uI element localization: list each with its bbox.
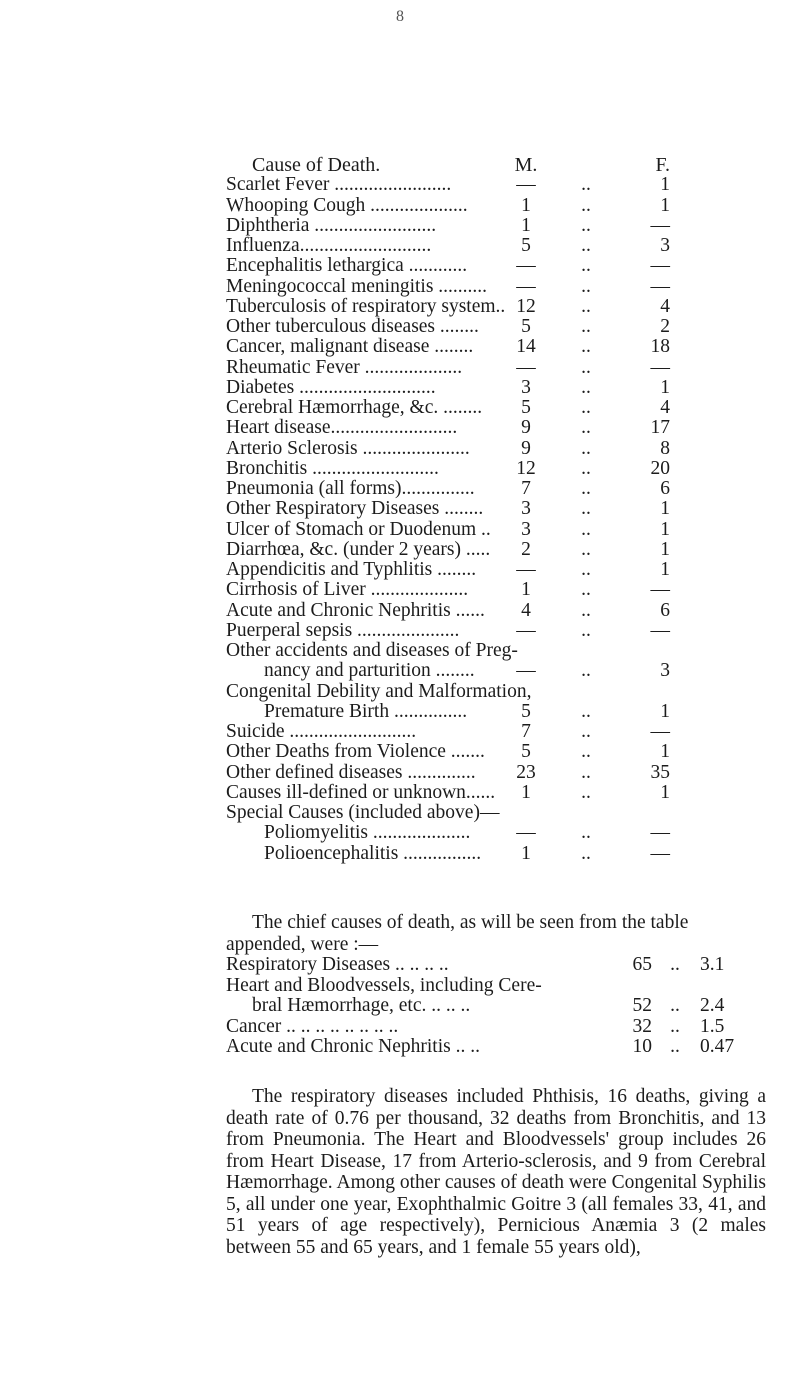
male-count-cell: 5	[521, 700, 531, 722]
female-count-cell: 4	[660, 397, 670, 418]
summary-row	[0, 976, 800, 997]
cause-cell: Other Deaths from Violence .......	[226, 741, 485, 763]
male-count-cell: —	[516, 174, 536, 196]
column-separator: ..	[581, 417, 591, 439]
summary-deaths-cell: 65	[632, 954, 652, 975]
male-count-cell: 12	[516, 457, 536, 479]
female-count-cell: 20	[650, 457, 670, 479]
column-separator: ..	[581, 275, 591, 297]
header-cause: Cause of Death.	[252, 154, 381, 176]
column-separator: ..	[581, 721, 591, 742]
table-row	[0, 358, 800, 378]
summary-row	[0, 1037, 800, 1058]
female-count-cell: 8	[660, 437, 670, 459]
cause-cell: Heart disease..........................	[226, 417, 458, 439]
cause-cell: Acute and Chronic Nephritis ......	[226, 599, 485, 621]
table-row	[0, 196, 800, 216]
column-separator: ..	[581, 316, 591, 337]
column-separator: ..	[581, 437, 591, 459]
male-count-cell: 5	[521, 235, 531, 256]
summary-row	[0, 955, 800, 976]
male-count-cell: 1	[521, 214, 531, 236]
cause-cell: Whooping Cough ....................	[226, 194, 468, 216]
cause-cell: Other accidents and diseases of Preg-	[226, 640, 518, 661]
summary-deaths-cell: 52	[632, 995, 652, 1016]
female-count-cell: 1	[660, 376, 670, 398]
column-separator: ..	[581, 457, 591, 479]
column-separator: ..	[581, 660, 591, 682]
male-count-cell: 1	[521, 781, 531, 803]
column-separator: ..	[581, 194, 591, 216]
cause-cell: Influenza...........................	[226, 235, 432, 256]
intro-line-1: The chief causes of death, as will be seen from the table	[252, 912, 689, 933]
cause-cell: Diabetes ............................	[226, 376, 436, 398]
female-count-cell: 2	[660, 316, 670, 337]
summary-row	[0, 996, 800, 1017]
table-row	[0, 560, 800, 580]
column-separator: ..	[581, 174, 591, 196]
column-separator: ..	[581, 295, 591, 317]
male-count-cell: —	[516, 356, 536, 378]
table-row	[0, 742, 800, 762]
column-separator: ..	[581, 781, 591, 803]
female-count-cell: 1	[660, 700, 670, 722]
column-separator: ..	[670, 1036, 680, 1057]
column-separator: ..	[670, 1015, 680, 1037]
female-count-cell: 1	[660, 518, 670, 540]
cause-cell: Appendicitis and Typhlitis ........	[226, 559, 477, 580]
male-count-cell: 2	[521, 538, 531, 560]
column-separator: ..	[581, 356, 591, 378]
female-count-cell: —	[650, 356, 670, 378]
male-count-cell: —	[516, 660, 536, 682]
female-count-cell: 1	[660, 498, 670, 520]
summary-rate-cell: 1.5	[700, 1015, 725, 1037]
female-count-cell: —	[650, 721, 670, 742]
female-count-cell: 4	[660, 295, 670, 317]
summary-cause-cell: Respiratory Diseases .. .. .. ..	[226, 954, 449, 975]
column-separator: ..	[581, 214, 591, 236]
table-row	[0, 601, 800, 621]
cause-cell: nancy and parturition ........	[264, 660, 475, 682]
table-row	[0, 499, 800, 519]
male-count-cell: 1	[521, 194, 531, 216]
summary-cause-cell: Heart and Bloodvessels, including Cere-	[226, 974, 542, 996]
male-count-cell: 5	[521, 316, 531, 337]
intro-text	[226, 912, 689, 956]
column-separator: ..	[581, 498, 591, 520]
summary-table	[0, 955, 800, 1058]
table-row	[0, 175, 800, 195]
cause-cell: Tuberculosis of respiratory system..	[226, 295, 506, 317]
column-separator: ..	[581, 478, 591, 499]
column-separator: ..	[581, 336, 591, 358]
table-row	[0, 418, 800, 438]
female-count-cell: 1	[660, 174, 670, 196]
column-separator: ..	[670, 995, 680, 1016]
male-count-cell: —	[516, 619, 536, 641]
male-count-cell: —	[516, 255, 536, 277]
male-count-cell: 9	[521, 437, 531, 459]
cause-cell: Arterio Sclerosis ......................	[226, 437, 470, 459]
female-count-cell: —	[650, 579, 670, 601]
cause-cell: Diphtheria .........................	[226, 214, 437, 236]
cause-cell: Polioencephalitis ................	[264, 842, 482, 864]
cause-cell: Cirrhosis of Liver ....................	[226, 579, 469, 601]
male-count-cell: —	[516, 822, 536, 844]
male-count-cell: 14	[516, 336, 536, 358]
female-count-cell: —	[650, 842, 670, 864]
cause-cell: Bronchitis ..........................	[226, 457, 439, 479]
cause-cell: Ulcer of Stomach or Duodenum ..	[226, 518, 491, 540]
female-count-cell: 35	[650, 761, 670, 783]
male-count-cell: 7	[521, 478, 531, 499]
table-row	[0, 479, 800, 499]
table-row	[0, 540, 800, 560]
table-row	[0, 763, 800, 783]
cause-cell: Diarrhœa, &c. (under 2 years) .....	[226, 538, 491, 560]
male-count-cell: 3	[521, 518, 531, 540]
male-count-cell: 3	[521, 376, 531, 398]
cause-cell: Poliomyelitis ....................	[264, 822, 471, 844]
column-separator: ..	[581, 842, 591, 864]
summary-rate-cell: 2.4	[700, 995, 725, 1016]
summary-deaths-cell: 32	[632, 1015, 652, 1037]
male-count-cell: 4	[521, 599, 531, 621]
table-row	[0, 702, 800, 722]
female-count-cell: 6	[660, 478, 670, 499]
table-row	[0, 256, 800, 276]
table-row	[0, 783, 800, 803]
column-separator: ..	[581, 700, 591, 722]
cause-cell: Other tuberculous diseases ........	[226, 316, 479, 337]
female-count-cell: 1	[660, 559, 670, 580]
summary-cause-cell: Acute and Chronic Nephritis .. ..	[226, 1036, 480, 1057]
male-count-cell: 9	[521, 417, 531, 439]
summary-deaths-cell: 10	[632, 1036, 652, 1057]
table-row	[0, 236, 800, 256]
summary-cause-cell: Cancer .. .. .. .. .. .. .. ..	[226, 1015, 399, 1037]
table-row	[0, 337, 800, 357]
column-separator: ..	[581, 579, 591, 601]
cause-cell: Special Causes (included above)—	[226, 802, 500, 823]
female-count-cell: —	[650, 255, 670, 277]
female-count-cell: 3	[660, 660, 670, 682]
table-row	[0, 297, 800, 317]
female-count-cell: 1	[660, 194, 670, 216]
cause-cell: Other defined diseases ..............	[226, 761, 476, 783]
cause-cell: Cancer, malignant disease ........	[226, 336, 474, 358]
cause-cell: Premature Birth ...............	[264, 700, 468, 722]
female-count-cell: 1	[660, 781, 670, 803]
female-count-cell: —	[650, 822, 670, 844]
cause-cell: Rheumatic Fever ....................	[226, 356, 463, 378]
summary-cause-cell: bral Hæmorrhage, etc. .. .. ..	[252, 995, 471, 1016]
column-separator: ..	[581, 619, 591, 641]
intro-line-2: appended, were :—	[226, 934, 379, 955]
cause-cell: Cerebral Hæmorrhage, &c. ........	[226, 397, 483, 418]
cause-cell: Pneumonia (all forms)...............	[226, 478, 475, 499]
table-row	[0, 580, 800, 600]
table-row	[0, 661, 800, 681]
cause-cell: Puerperal sepsis .....................	[226, 619, 460, 641]
summary-rate-cell: 3.1	[700, 954, 725, 975]
table-row	[0, 682, 800, 702]
table-row	[0, 277, 800, 297]
male-count-cell: 3	[521, 498, 531, 520]
column-separator: ..	[581, 822, 591, 844]
column-separator: ..	[581, 599, 591, 621]
male-count-cell: 5	[521, 741, 531, 763]
header-male: M.	[514, 154, 538, 176]
female-count-cell: 1	[660, 538, 670, 560]
table-row	[0, 803, 800, 823]
male-count-cell: 1	[521, 842, 531, 864]
column-separator: ..	[581, 559, 591, 580]
column-separator: ..	[581, 741, 591, 763]
male-count-cell: 23	[516, 761, 536, 783]
body-paragraph: The respiratory diseases included Phthisis, 16 deaths, giving a death rate of 0.76 per thousand, 32 deaths from Bronchitis, and 13 from Pneumonia. The Heart and Bloodvessels' group includes 26 from Heart Disease, 17 from Arterio-sclerosis, and 9 from Cerebral Hæmorrhage. Among other causes of death were Congenital Syphilis 5, all under one year, Exophthalmic Goitre 3 (all females 33, 41, and 51 years of age respectively), Pernicious Anæmia 3 (2 males between 55 and 65 years, and 1 female 55 years old),	[226, 1086, 766, 1258]
table-row	[0, 459, 800, 479]
cause-cell: Other Respiratory Diseases ........	[226, 498, 484, 520]
male-count-cell: 1	[521, 579, 531, 601]
table-row	[0, 216, 800, 236]
table-row	[0, 621, 800, 641]
table-row	[0, 823, 800, 843]
table-row	[0, 722, 800, 742]
table-row	[0, 378, 800, 398]
column-separator: ..	[581, 518, 591, 540]
male-count-cell: —	[516, 559, 536, 580]
table-row	[0, 520, 800, 540]
female-count-cell: —	[650, 275, 670, 297]
table-row	[0, 641, 800, 661]
table-row	[0, 844, 800, 864]
table-header-row	[0, 155, 800, 175]
female-count-cell: —	[650, 619, 670, 641]
column-separator: ..	[581, 397, 591, 418]
cause-cell: Meningococcal meningitis ..........	[226, 275, 488, 297]
male-count-cell: 5	[521, 397, 531, 418]
summary-row	[0, 1017, 800, 1038]
summary-rate-cell: 0.47	[700, 1036, 735, 1057]
cause-cell: Congenital Debility and Malformation,	[226, 680, 532, 702]
cause-cell: Scarlet Fever ........................	[226, 174, 452, 196]
male-count-cell: 7	[521, 721, 531, 742]
column-separator: ..	[581, 761, 591, 783]
cause-cell: Suicide ..........................	[226, 721, 417, 742]
column-separator: ..	[670, 954, 680, 975]
female-count-cell: 17	[650, 417, 670, 439]
column-separator: ..	[581, 538, 591, 560]
header-female: F.	[655, 154, 670, 176]
male-count-cell: —	[516, 275, 536, 297]
female-count-cell: —	[650, 214, 670, 236]
female-count-cell: 3	[660, 235, 670, 256]
female-count-cell: 1	[660, 741, 670, 763]
female-count-cell: 18	[650, 336, 670, 358]
causes-of-death-table	[0, 155, 800, 864]
table-row	[0, 317, 800, 337]
table-row	[0, 398, 800, 418]
column-separator: ..	[581, 235, 591, 256]
table-row	[0, 439, 800, 459]
cause-cell: Encephalitis lethargica ............	[226, 255, 468, 277]
column-separator: ..	[581, 255, 591, 277]
cause-cell: Causes ill-defined or unknown......	[226, 781, 496, 803]
page-number: 8	[396, 8, 404, 25]
column-separator: ..	[581, 376, 591, 398]
male-count-cell: 12	[516, 295, 536, 317]
female-count-cell: 6	[660, 599, 670, 621]
